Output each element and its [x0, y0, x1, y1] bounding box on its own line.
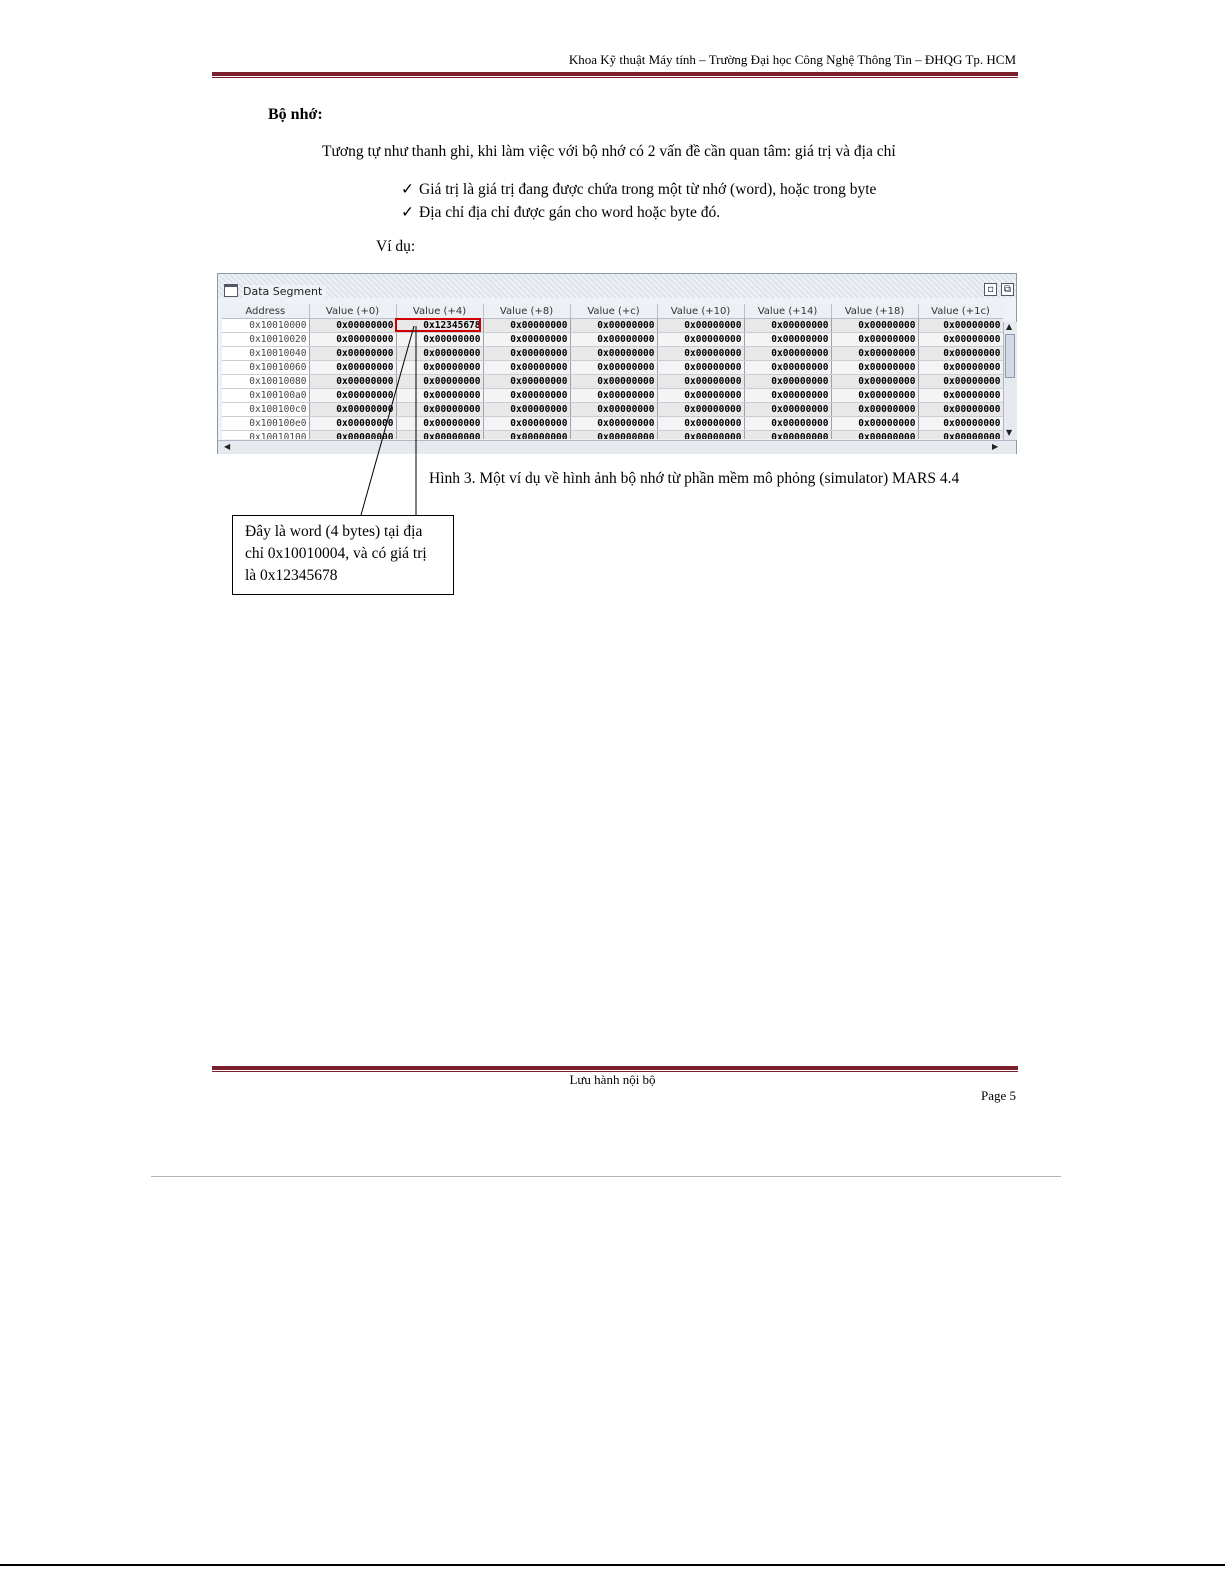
- column-header[interactable]: Value (+c): [570, 304, 657, 319]
- value-cell[interactable]: 0x00000000: [570, 431, 657, 440]
- page-number: Page 5: [980, 1088, 1016, 1103]
- scroll-up-icon[interactable]: ▲: [1006, 322, 1013, 331]
- value-cell[interactable]: 0x00000000: [657, 333, 744, 347]
- value-cell[interactable]: 0x00000000: [483, 361, 570, 375]
- intro-paragraph: Tương tự như thanh ghi, khi làm việc với bộ nhớ có 2 vấn đề cần quan tâm: giá trị và địa chỉ: [322, 143, 896, 160]
- value-cell[interactable]: 0x00000000: [396, 375, 483, 389]
- value-cell[interactable]: 0x00000000: [744, 333, 831, 347]
- figure-caption: Hình 3. Một ví dụ về hình ảnh bộ nhớ từ phần mềm mô phỏng (simulator) MARS 4.4: [429, 470, 960, 487]
- value-cell[interactable]: 0x00000000: [570, 347, 657, 361]
- value-cell[interactable]: 0x00000000: [570, 361, 657, 375]
- value-cell[interactable]: 0x00000000: [744, 389, 831, 403]
- value-cell[interactable]: 0x00000000: [483, 333, 570, 347]
- value-cell[interactable]: 0x00000000: [309, 431, 396, 440]
- scroll-right-icon[interactable]: ▶: [992, 442, 999, 451]
- value-cell[interactable]: 0x12345678: [396, 319, 483, 333]
- callout-line: Đây là word (4 bytes) tại địa: [245, 523, 423, 540]
- value-cell[interactable]: 0x00000000: [396, 361, 483, 375]
- section-title: Bộ nhớ:: [268, 106, 323, 123]
- value-cell[interactable]: 0x00000000: [831, 361, 918, 375]
- value-cell[interactable]: 0x00000000: [918, 375, 1003, 389]
- value-cell[interactable]: 0x00000000: [483, 431, 570, 440]
- value-cell[interactable]: 0x00000000: [918, 319, 1003, 333]
- bullet-text: Giá trị là giá trị đang được chứa trong một từ nhớ (word), hoặc trong byte: [419, 181, 877, 198]
- data-segment-title: Data Segment: [243, 285, 326, 298]
- address-cell[interactable]: 0x10010040: [222, 347, 309, 361]
- value-cell[interactable]: 0x00000000: [309, 347, 396, 361]
- value-cell[interactable]: 0x00000000: [744, 375, 831, 389]
- value-cell[interactable]: 0x00000000: [396, 403, 483, 417]
- value-cell[interactable]: 0x00000000: [483, 403, 570, 417]
- value-cell[interactable]: 0x00000000: [657, 375, 744, 389]
- value-cell[interactable]: 0x00000000: [831, 375, 918, 389]
- value-cell[interactable]: 0x00000000: [657, 431, 744, 440]
- value-cell[interactable]: 0x00000000: [570, 333, 657, 347]
- callout-line: là 0x12345678: [245, 567, 338, 584]
- column-header[interactable]: Value (+10): [657, 304, 744, 319]
- value-cell[interactable]: 0x00000000: [309, 403, 396, 417]
- value-cell[interactable]: 0x00000000: [657, 403, 744, 417]
- column-header[interactable]: Value (+8): [483, 304, 570, 319]
- address-cell[interactable]: 0x10010000: [222, 319, 309, 333]
- value-cell[interactable]: 0x00000000: [831, 389, 918, 403]
- scroll-left-icon[interactable]: ◀: [224, 442, 231, 451]
- value-cell[interactable]: 0x00000000: [309, 361, 396, 375]
- value-cell[interactable]: 0x00000000: [657, 319, 744, 333]
- value-cell[interactable]: 0x00000000: [483, 389, 570, 403]
- maximize-icon[interactable]: ⧉: [1001, 283, 1014, 296]
- value-cell[interactable]: 0x00000000: [309, 375, 396, 389]
- value-cell[interactable]: 0x00000000: [831, 347, 918, 361]
- value-cell[interactable]: 0x00000000: [657, 361, 744, 375]
- callout-line-left: [361, 326, 414, 515]
- value-cell[interactable]: 0x00000000: [483, 417, 570, 431]
- column-header[interactable]: Value (+1c): [918, 304, 1003, 319]
- example-label: Ví dụ:: [376, 238, 416, 255]
- value-cell[interactable]: 0x00000000: [396, 431, 483, 440]
- value-cell[interactable]: 0x00000000: [570, 403, 657, 417]
- value-cell[interactable]: 0x00000000: [831, 403, 918, 417]
- value-cell[interactable]: 0x00000000: [744, 431, 831, 440]
- page-separator: [151, 1176, 1061, 1177]
- value-cell[interactable]: 0x00000000: [657, 417, 744, 431]
- value-cell[interactable]: 0x00000000: [570, 319, 657, 333]
- value-cell[interactable]: 0x00000000: [918, 431, 1003, 440]
- page-header-text: Khoa Kỹ thuật Máy tính – Trường Đại học Công Nghệ Thông Tin – ĐHQG Tp. HCM: [568, 52, 1016, 67]
- scroll-down-icon[interactable]: ▼: [1006, 428, 1013, 437]
- value-cell[interactable]: 0x00000000: [657, 389, 744, 403]
- value-cell[interactable]: 0x00000000: [831, 319, 918, 333]
- viewer-bottom-edge: [0, 1564, 1225, 1566]
- footer-rule-thick: [212, 1066, 1018, 1070]
- value-cell[interactable]: 0x00000000: [831, 431, 918, 440]
- value-cell[interactable]: 0x00000000: [309, 417, 396, 431]
- value-cell[interactable]: 0x00000000: [744, 361, 831, 375]
- footer-text: Lưu hành nội bộ: [569, 1072, 656, 1087]
- address-cell[interactable]: 0x100100a0: [222, 389, 309, 403]
- value-cell[interactable]: 0x00000000: [918, 389, 1003, 403]
- value-cell[interactable]: 0x00000000: [396, 389, 483, 403]
- checkmark-icon: ✓: [401, 204, 414, 221]
- value-cell[interactable]: 0x00000000: [570, 375, 657, 389]
- column-header[interactable]: Address: [222, 304, 309, 319]
- value-cell[interactable]: 0x00000000: [918, 333, 1003, 347]
- value-cell[interactable]: 0x00000000: [744, 347, 831, 361]
- value-cell[interactable]: 0x00000000: [744, 403, 831, 417]
- value-cell[interactable]: 0x00000000: [744, 417, 831, 431]
- callout-box: [232, 515, 454, 595]
- value-cell[interactable]: 0x00000000: [657, 347, 744, 361]
- value-cell[interactable]: 0x00000000: [570, 417, 657, 431]
- address-cell[interactable]: 0x10010100: [222, 431, 309, 440]
- column-header[interactable]: Value (+14): [744, 304, 831, 319]
- value-cell[interactable]: 0x00000000: [396, 347, 483, 361]
- value-cell[interactable]: 0x00000000: [570, 389, 657, 403]
- column-header[interactable]: Value (+18): [831, 304, 918, 319]
- checkmark-icon: ✓: [401, 181, 414, 198]
- value-cell[interactable]: 0x00000000: [918, 347, 1003, 361]
- value-cell[interactable]: 0x00000000: [483, 347, 570, 361]
- address-cell[interactable]: 0x10010080: [222, 375, 309, 389]
- value-cell[interactable]: 0x00000000: [744, 319, 831, 333]
- value-cell[interactable]: 0x00000000: [918, 361, 1003, 375]
- address-cell[interactable]: 0x100100e0: [222, 417, 309, 431]
- bullet-text: Địa chỉ địa chỉ được gán cho word hoặc byte đó.: [419, 204, 721, 221]
- address-cell[interactable]: 0x10010060: [222, 361, 309, 375]
- value-cell[interactable]: 0x00000000: [396, 333, 483, 347]
- value-cell[interactable]: 0x00000000: [918, 403, 1003, 417]
- callout-line: chỉ 0x10010004, và có giá trị: [245, 545, 427, 562]
- column-header[interactable]: Value (+4): [396, 304, 483, 319]
- value-cell[interactable]: 0x00000000: [831, 333, 918, 347]
- value-cell[interactable]: 0x00000000: [309, 333, 396, 347]
- value-cell[interactable]: 0x00000000: [309, 389, 396, 403]
- column-header[interactable]: Value (+0): [309, 304, 396, 319]
- value-cell[interactable]: 0x00000000: [918, 417, 1003, 431]
- minimize-icon[interactable]: ▫: [984, 283, 997, 296]
- address-cell[interactable]: 0x10010020: [222, 333, 309, 347]
- address-cell[interactable]: 0x100100c0: [222, 403, 309, 417]
- value-cell[interactable]: 0x00000000: [483, 375, 570, 389]
- value-cell[interactable]: 0x00000000: [396, 417, 483, 431]
- value-cell[interactable]: 0x00000000: [309, 319, 396, 333]
- value-cell[interactable]: 0x00000000: [483, 319, 570, 333]
- value-cell[interactable]: 0x00000000: [831, 417, 918, 431]
